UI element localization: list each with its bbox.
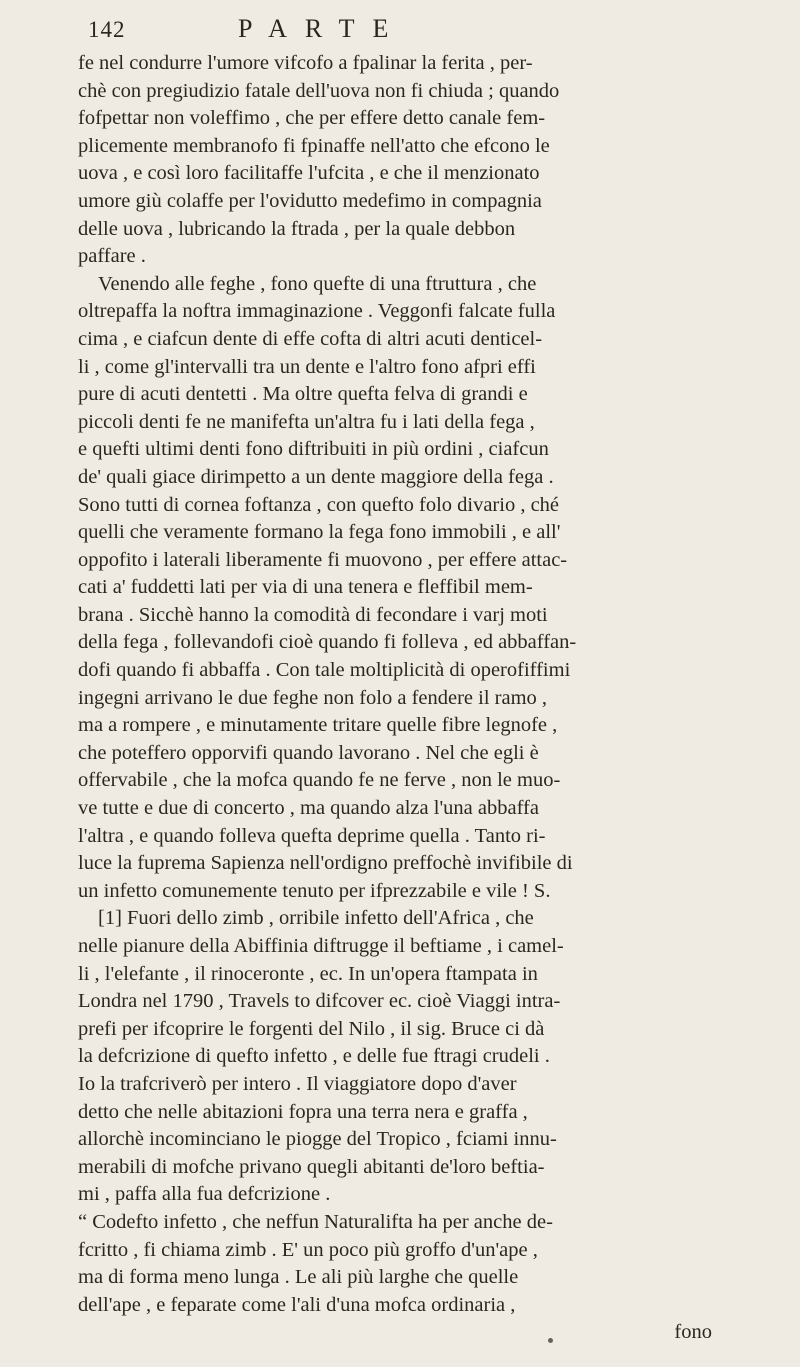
text-line: Sono tutti di cornea foftanza , con quefto folo divario , ché bbox=[78, 493, 560, 516]
text-line: allorchè incominciano le piogge del Tropico , fciami innu- bbox=[78, 1128, 557, 1151]
text-line: l'altra , e quando folleva quefta deprime quella . Tanto ri- bbox=[78, 824, 546, 847]
text-line: e quefti ultimi denti fono diftribuiti in più ordini , ciafcun bbox=[78, 438, 549, 461]
text-line: oppofito i laterali liberamente fi muovono , per effere attac- bbox=[78, 548, 568, 571]
text-line: dell'ape , e feparate come l'ali d'una mofca ordinaria , bbox=[78, 1293, 516, 1316]
text-line: luce la fuprema Sapienza nell'ordigno preffochè invifibile di bbox=[78, 852, 573, 875]
text-line: brana . Sicchè hanno la comodità di fecondare i varj moti bbox=[78, 603, 548, 626]
text-line: delle uova , lubricando la ftrada , per la quale debbon bbox=[78, 217, 516, 240]
text-line: pure di acuti dentetti . Ma oltre quefta felva di grandi e bbox=[78, 383, 528, 406]
text-line: piccoli denti fe ne manifefta un'altra fu i lati della fega , bbox=[78, 410, 535, 433]
text-line: Io la trafcriverò per intero . Il viaggiatore dopo d'aver bbox=[78, 1072, 517, 1095]
text-line: che poteffero opporvifi quando lavorano . Nel che egli è bbox=[78, 741, 539, 764]
text-line: fofpettar non voleffimo , che per effere detto canale fem- bbox=[78, 107, 546, 130]
text-line: “ Codefto infetto , che neffun Naturalifta ha per anche de- bbox=[78, 1210, 553, 1233]
text-line: un infetto comunemente tenuto per ifprezzabile e vile ! S. bbox=[78, 879, 551, 902]
text-line: Venendo alle feghe , fono quefte di una ftruttura , che bbox=[98, 272, 537, 295]
text-line: paffare . bbox=[78, 245, 146, 268]
page-number: 142 bbox=[88, 17, 126, 42]
text-line: [1] Fuori dello zimb , orribile infetto dell'Africa , che bbox=[98, 907, 534, 930]
text-line: ma di forma meno lunga . Le ali più larghe che quelle bbox=[78, 1266, 519, 1289]
text-line: dofi quando fi abbaffa . Con tale moltiplicità di operofiffimi bbox=[78, 659, 571, 682]
running-title: PARTE bbox=[238, 14, 407, 43]
text-line: la defcrizione di quefto infetto , e delle fue ftragi crudeli . bbox=[78, 1045, 550, 1068]
text-line: quelli che veramente formano la fega fono immobili , e all' bbox=[78, 521, 561, 544]
running-head bbox=[88, 14, 748, 48]
text-line: oltrepaffa la noftra immaginazione . Veggonfi falcate fulla bbox=[78, 300, 556, 323]
text-line: offervabile , che la mofca quando fe ne ferve , non le muo- bbox=[78, 769, 561, 792]
text-line: fe nel condurre l'umore vifcofo a fpalinar la ferita , per- bbox=[78, 52, 533, 74]
body-text bbox=[78, 50, 748, 1347]
text-line: Londra nel 1790 , Travels to difcover ec. cioè Viaggi intra- bbox=[78, 990, 561, 1013]
text-line: ma a rompere , e minutamente tritare quelle fibre legnofe , bbox=[78, 714, 558, 737]
text-line: cima , e ciafcun dente di effe cofta di altri acuti denticel- bbox=[78, 327, 543, 350]
text-line: umore giù colaffe per l'ovidutto medefimo in compagnia bbox=[78, 189, 542, 212]
print-speck bbox=[548, 1338, 553, 1343]
text-line: plicemente membranofo fi fpinaffe nell'atto che efcono le bbox=[78, 134, 550, 157]
text-line: uova , e così loro facilitaffe l'ufcita , e che il menzionato bbox=[78, 162, 540, 185]
text-line: ingegni arrivano le due feghe non folo a fendere il ramo , bbox=[78, 686, 548, 709]
text-line: prefi per ifcoprire le forgenti del Nilo , il sig. Bruce ci dà bbox=[78, 1017, 545, 1040]
text-line: della fega , follevandofi cioè quando fi folleva , ed abbaffan- bbox=[78, 631, 577, 654]
text-line: li , come gl'intervalli tra un dente e l'altro fono afpri effi bbox=[78, 355, 536, 378]
text-line: mi , paffa alla fua defcrizione . bbox=[78, 1183, 331, 1206]
text-line: li , l'elefante , il rinoceronte , ec. In un'opera ftampata in bbox=[78, 962, 538, 985]
text-line: fcritto , fi chiama zimb . E' un poco più groffo d'un'ape , bbox=[78, 1238, 538, 1261]
text-line: chè con pregiudizio fatale dell'uova non fi chiuda ; quando bbox=[78, 79, 560, 102]
text-line: detto che nelle abitazioni fopra una terra nera e graffa , bbox=[78, 1100, 528, 1123]
catchword: fono bbox=[674, 1321, 712, 1344]
text-line: cati a' fuddetti lati per via di una tenera e fleffibil mem- bbox=[78, 576, 533, 599]
text-line: de' quali giace dirimpetto a un dente maggiore della fega . bbox=[78, 465, 554, 488]
text-line: merabili di mofche privano quegli abitanti de'loro beftia- bbox=[78, 1155, 545, 1178]
text-line: nelle pianure della Abiffinia diftrugge il beftiame , i camel- bbox=[78, 935, 564, 957]
text-line: ve tutte e due di concerto , ma quando alza l'una abbaffa bbox=[78, 797, 539, 820]
